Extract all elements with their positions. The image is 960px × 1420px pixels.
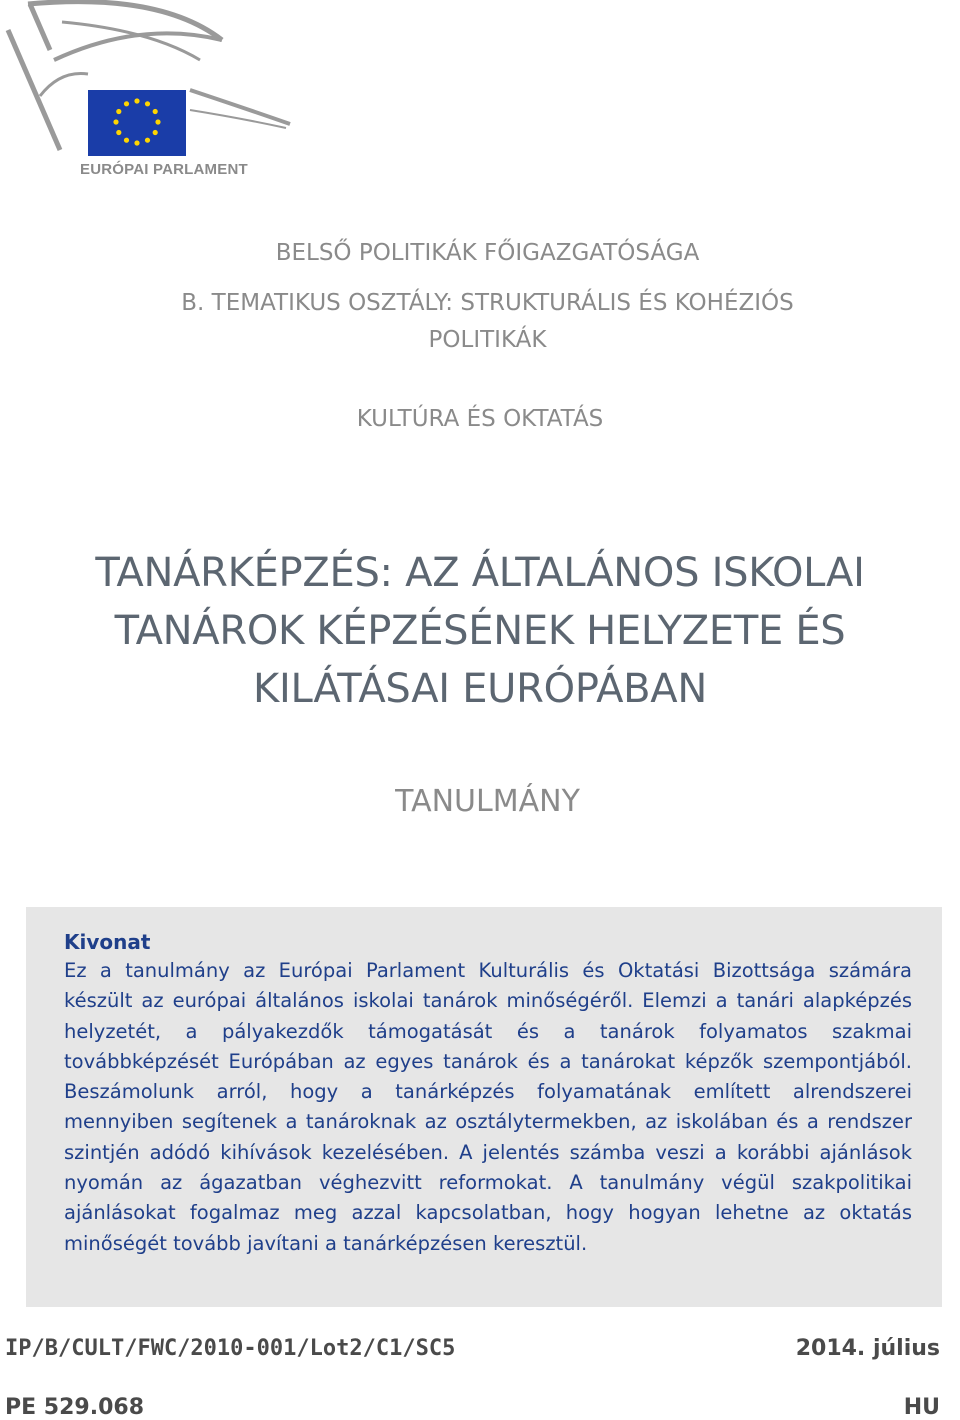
department-line-1: B. TEMATIKUS OSZTÁLY: STRUKTURÁLIS ÉS KOHÉZIÓS: [181, 290, 794, 316]
european-parliament-logo: [0, 0, 300, 160]
abstract-box: [26, 907, 942, 1307]
directorate-heading: BELSŐ POLITIKÁK FŐIGAZGATÓSÁGA: [275, 240, 700, 266]
abstract-heading: Kivonat: [64, 930, 151, 954]
publication-date: 2014. július: [795, 1336, 940, 1361]
language-code: HU: [903, 1395, 940, 1420]
department-heading: [0, 285, 960, 359]
title-line-3: KILÁTÁSAI EURÓPÁBAN: [253, 666, 707, 712]
field-heading: KULTÚRA ÉS OKTATÁS: [356, 406, 604, 432]
title-line-1: TANÁRKÉPZÉS: AZ ÁLTALÁNOS ISKOLAI: [95, 550, 865, 596]
document-type: TANULMÁNY: [395, 784, 580, 819]
document-reference: IP/B/CULT/FWC/2010-001/Lot2/C1/SC5: [5, 1336, 456, 1361]
document-title: [0, 544, 960, 718]
department-line-2: POLITIKÁK: [428, 327, 547, 353]
title-line-2: TANÁROK KÉPZÉSÉNEK HELYZETE ÉS: [114, 608, 846, 654]
abstract-body: Ez a tanulmány az Európai Parlament Kulturális és Oktatási Bizottsága számára készült az európai általános iskolai tanárok minőségéről. Elemzi a tanári alapképzés helyzetét, a pályakezdők támogatását és a tanárok folyamatos szakmai továbbképzését Európában az egyes tanárok és a tanárokat képzők szempontjából. Beszámolunk arról, hogy a tanárképzés folyamatának említett alrendszerei mennyiben segítenek a tanároknak az osztálytermekben, az iskolában és a rendszer szintjén adódó kihívások kezelésében. A jelentés számba veszi a korábbi ajánlások nyomán az ágazatban véghezvitt reformokat. A tanulmány végül szakpolitikai ajánlásokat fogalmaz meg azzal kapcsolatban, hogy hogyan lehetne az oktatás minőségét tovább javítani a tanárképzésen keresztül.: [64, 959, 912, 1255]
pe-number: PE 529.068: [5, 1395, 145, 1420]
logo-caption: EURÓPAI PARLAMENT: [80, 161, 248, 178]
